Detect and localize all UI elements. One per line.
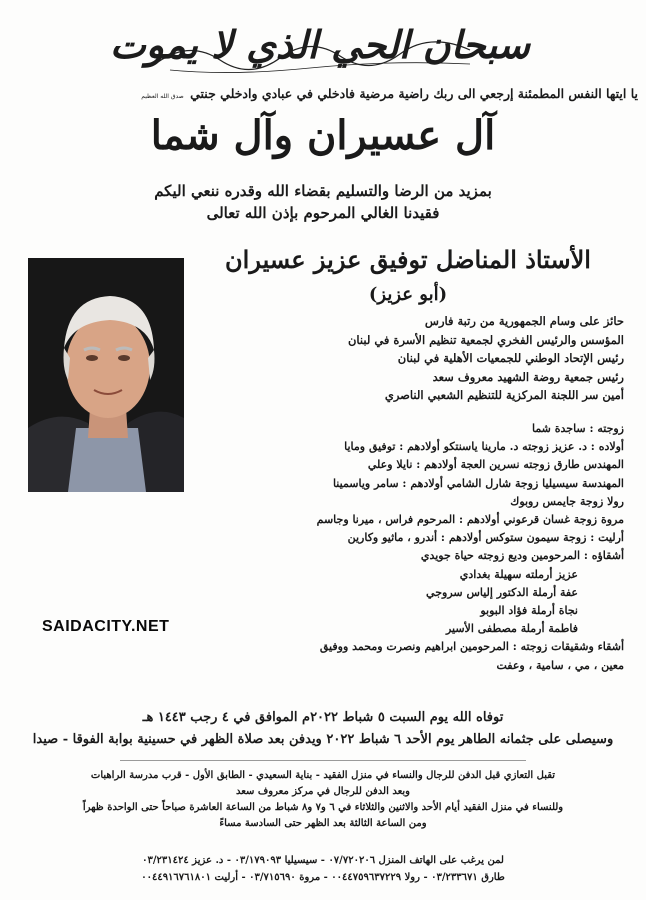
title-line: رئيس جمعية روضة الشهيد معروف سعد [432, 369, 624, 384]
deceased-name: الأستاذ المناضل توفيق عزيز عسيران [225, 245, 591, 274]
condolence-line: تقبل التعازي قبل الدفن للرجال والنساء في منزل الفقيد - بناية السعيدي - الطابق الأول - قرب مدرسة الراهبات [90, 770, 556, 781]
death-line: توفاه الله يوم السبت ٥ شباط ٢٠٢٢م الموافق في ٤ رجب ١٤٤٣ هـ [142, 710, 504, 725]
relative-line: عزيز أرملته سهيلة بغدادي [459, 567, 578, 581]
verse-text: يا ايتها النفس المطمئنة إرجعي الى ربك راضية مرضية فادخلي في عبادي وادخلي جنتي [190, 86, 638, 101]
relative-line: رولا زوجة جايمس روبوك [510, 494, 624, 508]
relative-line: زوجته : ساجدة شما [531, 422, 624, 435]
relative-line: معين ، مي ، سامية ، وعفت [496, 658, 624, 672]
intro-line: فقيدنا الغالي المرحوم بإذن الله تعالى [206, 204, 440, 222]
deceased-nickname: (أبو عزيز) [368, 284, 448, 305]
relative-line: أشقاؤه : المرحومين وديع زوجته حياة جويدي [420, 549, 624, 563]
deceased-titles [204, 312, 624, 405]
verse-source: صدق الله العظيم [141, 93, 184, 100]
relative-line: مروة زوجة غسان قرعوني أولادهم : المرحوم فراس ، ميرنا وجاسم [316, 513, 624, 527]
quran-verse [8, 86, 638, 101]
deceased-photo [28, 258, 184, 492]
title-line: حائز على وسام الجمهورية من رتبة فارس [424, 314, 624, 328]
condolences-info [8, 768, 638, 832]
site-watermark: SAIDACITY.NET [42, 618, 170, 635]
relative-line: المهندس طارق زوجته نسرين العجة أولادهم : نايلا وعلي [367, 458, 624, 472]
divider [120, 760, 526, 761]
funeral-line: وسيصلى على جثمانه الطاهر يوم الأحد ٦ شباط ٢٠٢٢ ويدفن بعد صلاة الظهر في حسينية بوابة الفوقا - صيدا [32, 732, 614, 747]
relative-line: المهندسة سيسيليا زوجة شارل الشامي أولادهم : سامر وياسمينا [332, 476, 624, 490]
calligraphy-header [109, 10, 531, 80]
relative-line: نجاة أرملة فؤاد البوبو [480, 604, 578, 618]
phone-line: طارق ٠٣/٢٣٣٦٧١ - رولا ٠٠٤٤٧٥٩٦٣٧٢٢٩ - مروة ٠٣/٧١٥٦٩٠ - أرليت ٠٠٤٤٩١٦٧٦١٨٠١ [141, 872, 505, 883]
title-line: المؤسس والرئيس الفخري لجمعية تنظيم الأسرة في لبنان [347, 332, 624, 347]
title-line: أمين سر اللجنة المركزية للتنظيم الشعبي الناصري [384, 388, 624, 402]
calligraphy-text: سبحان الحي الذي لا يموت [109, 22, 531, 67]
death-notice [8, 707, 638, 751]
relative-line: أرليت : زوجة سيمون ستوكس أولادهم : أندرو ، ماثيو وكارين [347, 531, 624, 545]
families-heading: آل عسيران وآل شما [150, 112, 496, 159]
relative-line: فاطمة أرملة مصطفى الأسير [445, 622, 578, 636]
title-line: رئيس الإتحاد الوطني للجمعيات الأهلية في لبنان [397, 351, 624, 365]
relative-line: أولاده : د. عزيز زوجته د. مارينا ياسنتكو أولادهم : توفيق ومايا [344, 440, 624, 454]
intro-text [120, 180, 526, 224]
condolence-line: وبعد الدفن للرجال في مركز معروف سعد [235, 786, 411, 797]
relative-line: عفة أرملة الدكتور إلياس سروجي [426, 585, 578, 599]
intro-line: بمزيد من الرضا والتسليم بقضاء الله وقدره ننعي اليكم [154, 182, 492, 200]
phone-line: لمن يرغب على الهاتف المنزل ٠٧/٧٢٠٢٠٦ - سيسيليا ٠٣/١٧٩٠٩٣ - د. عزيز ٠٣/٢٣١٤٢٤ [142, 855, 504, 866]
phone-numbers [8, 852, 638, 886]
condolence-line: ومن الساعة الثالثة بعد الظهر حتى السادسة مساءً [219, 818, 427, 829]
relatives-list [194, 420, 624, 675]
condolence-line: وللنساء في منزل الفقيد أيام الأحد والاثنين والثلاثاء في ٦ و٧ و٨ شباط من الساعة العاشرة صباحاً حتى الواحدة ظهراً [82, 802, 564, 813]
relative-line: أشقاء وشقيقات زوجته : المرحومين ابراهيم ونصرت ومحمد ووفيق [319, 640, 624, 654]
